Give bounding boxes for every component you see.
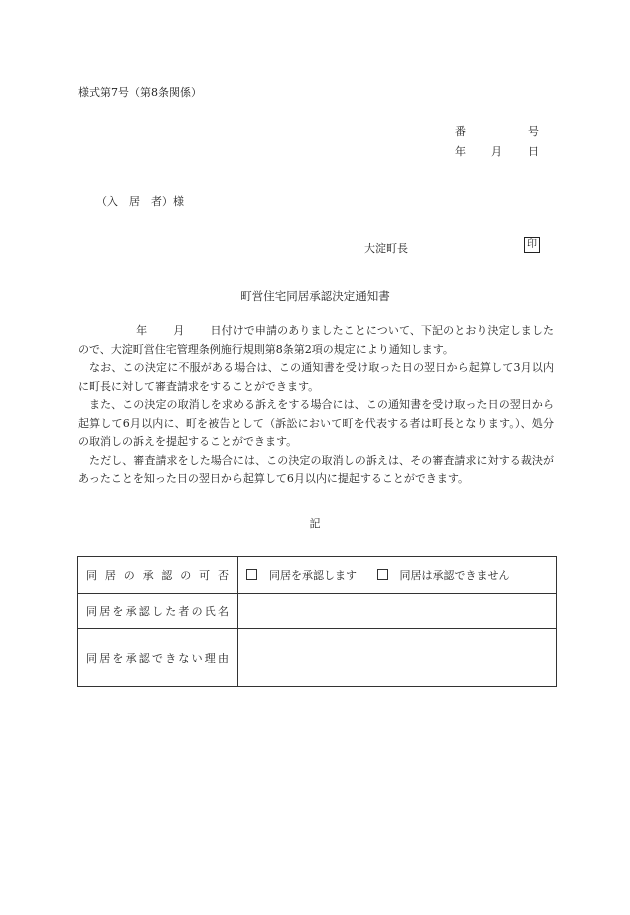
result-table [77,556,557,687]
paragraph-3: また、この決定の取消しを求める訴えをする場合には、この通知書を受け取った日の翌日から起算して6月以内に、町を被告として（訴訟において町を代表する者は町長となります。）、処分の取消しの訴えを提起することができます。 [78,398,554,448]
date-year: 年 [136,324,148,337]
date-month: 月 [173,324,185,337]
year-label: 年 [455,145,466,158]
form-number: 様式第7号（第8条関係） [78,86,202,99]
approval-options [238,557,557,594]
approval-label: 同居の承認の可否 [78,557,238,594]
approved-person-field[interactable] [238,594,557,629]
seal-mark: 印 [524,237,540,253]
document-title: 町営住宅同居承認決定通知書 [240,289,390,303]
table-row [78,629,557,687]
day-label: 日 [528,145,539,158]
month-label: 月 [491,145,502,158]
rejection-reason-field[interactable] [238,629,557,687]
table-row [78,557,557,594]
body-text [78,322,554,489]
ban-label: 番 [455,125,466,138]
paragraph-2: なお、この決定に不服がある場合は、この通知書を受け取った日の翌日から起算して3月以内に町長に対して審査請求をすることができます。 [78,361,554,393]
reject-option-label: 同居は承認できません [399,569,510,582]
paragraph-1 [78,322,554,359]
table-row [78,594,557,629]
paragraph-4: ただし、審査請求をした場合には、この決定の取消しの訴えは、その審査請求に対する裁決があったことを知った日の翌日から起算して6月以内に提起することができます。 [78,453,554,485]
reject-checkbox[interactable] [377,569,388,580]
ki-heading: 記 [309,517,321,530]
mayor-name: 大淀町長 [364,242,408,255]
approve-option-label: 同居を承認します [269,569,357,582]
go-label: 号 [528,125,539,138]
approved-person-label: 同居を承認した者の氏名 [78,594,238,629]
addressee: （入 居 者）様 [96,195,184,208]
rejection-reason-label: 同居を承認できない理由 [78,629,238,687]
approve-checkbox[interactable] [246,569,257,580]
paragraph-1-text: 日付けで申請のありましたことについて、下記のとおり決定しましたので、大淀町営住宅管理条例施行規則第8条第2項の規定により通知します。 [78,324,555,356]
